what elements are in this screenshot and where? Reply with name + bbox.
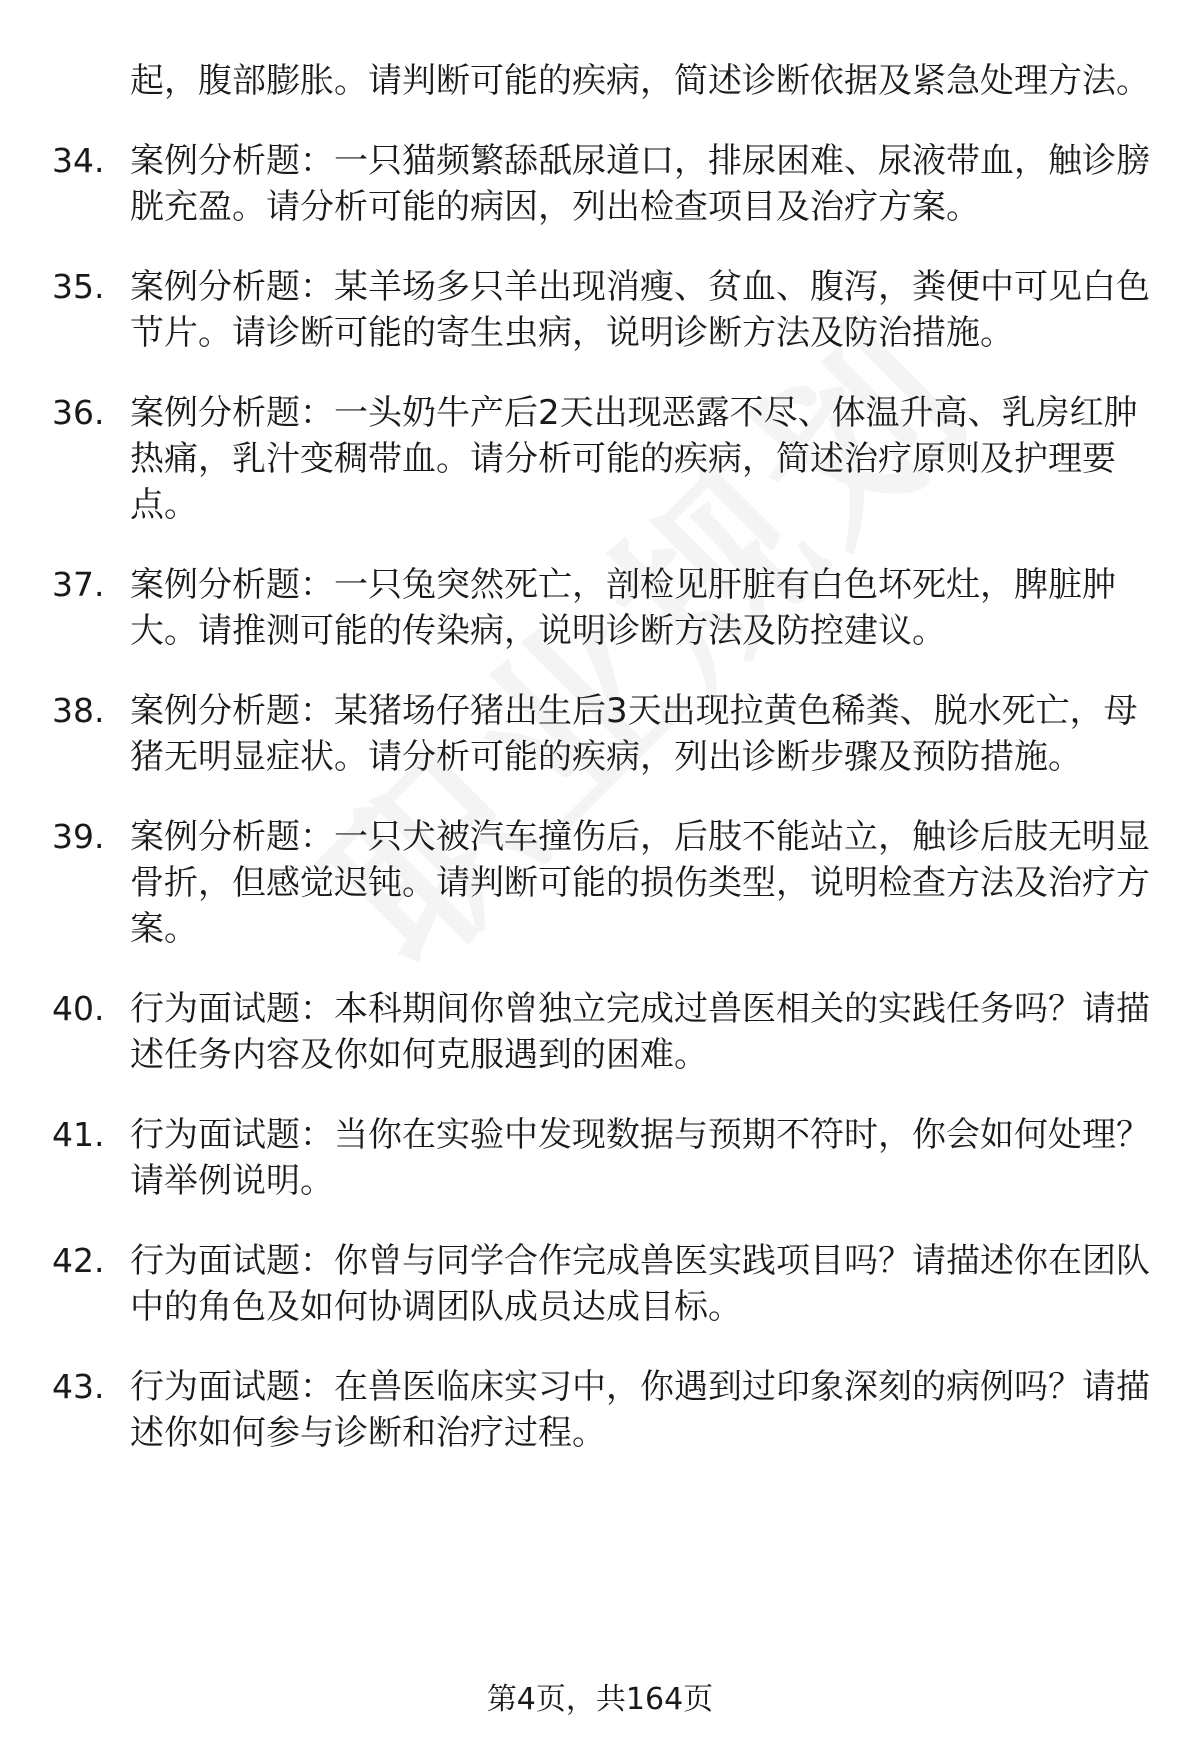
question-text: 行为面试题：本科期间你曾独立完成过兽医相关的实践任务吗？请描述任务内容及你如何克服遇到的困难。 bbox=[130, 989, 1150, 1075]
question-text: 案例分析题：一只兔突然死亡，剖检见肝脏有白色坏死灶，脾脏肿大。请推测可能的传染病，说明诊断方法及防控建议。 bbox=[130, 565, 1116, 651]
question-item bbox=[0, 390, 1200, 528]
question-item bbox=[0, 138, 1200, 230]
question-item bbox=[0, 1238, 1200, 1330]
question-text: 案例分析题：一只犬被汽车撞伤后，后肢不能站立，触诊后肢无明显骨折，但感觉迟钝。请判断可能的损伤类型，说明检查方法及治疗方案。 bbox=[130, 817, 1150, 949]
question-text: 案例分析题：某猪场仔猪出生后3天出现拉黄色稀粪、脱水死亡，母猪无明显症状。请分析可能的疾病，列出诊断步骤及预防措施。 bbox=[130, 691, 1138, 777]
question-item bbox=[0, 562, 1200, 654]
question-number: 40. bbox=[52, 989, 105, 1028]
question-item bbox=[0, 814, 1200, 952]
question-text: 案例分析题：一只猫频繁舔舐尿道口，排尿困难、尿液带血，触诊膀胱充盈。请分析可能的病因，列出检查项目及治疗方案。 bbox=[130, 141, 1150, 227]
page-footer: 第4页，共164页 bbox=[486, 1682, 714, 1717]
question-text: 行为面试题：当你在实验中发现数据与预期不符时，你会如何处理？请举例说明。 bbox=[130, 1115, 1150, 1201]
question-item bbox=[0, 1112, 1200, 1204]
question-item bbox=[0, 264, 1200, 356]
question-number: 37. bbox=[52, 565, 105, 604]
question-number: 36. bbox=[52, 393, 105, 432]
question-text: 案例分析题：某羊场多只羊出现消瘦、贫血、腹泻，粪便中可见白色节片。请诊断可能的寄生虫病，说明诊断方法及防治措施。 bbox=[130, 267, 1150, 353]
question-text: 案例分析题：一头奶牛产后2天出现恶露不尽、体温升高、乳房红肿热痛，乳汁变稠带血。请分析可能的疾病，简述治疗原则及护理要点。 bbox=[130, 393, 1138, 525]
question-item bbox=[0, 688, 1200, 780]
question-number: 41. bbox=[52, 1115, 105, 1154]
question-number: 34. bbox=[52, 141, 105, 180]
question-item bbox=[0, 986, 1200, 1078]
question-number: 38. bbox=[52, 691, 105, 730]
question-number: 43. bbox=[52, 1367, 105, 1406]
question-text: 行为面试题：在兽医临床实习中，你遇到过印象深刻的病例吗？请描述你如何参与诊断和治疗过程。 bbox=[130, 1367, 1150, 1453]
question-number: 42. bbox=[52, 1241, 105, 1280]
question-number: 35. bbox=[52, 267, 105, 306]
question-list bbox=[0, 58, 1200, 1490]
continuation-text: 起，腹部膨胀。请判断可能的疾病，简述诊断依据及紧急处理方法。 bbox=[130, 61, 1150, 101]
question-item bbox=[0, 1364, 1200, 1456]
question-number: 39. bbox=[52, 817, 105, 856]
question-text: 行为面试题：你曾与同学合作完成兽医实践项目吗？请描述你在团队中的角色及如何协调团队成员达成目标。 bbox=[130, 1241, 1150, 1327]
